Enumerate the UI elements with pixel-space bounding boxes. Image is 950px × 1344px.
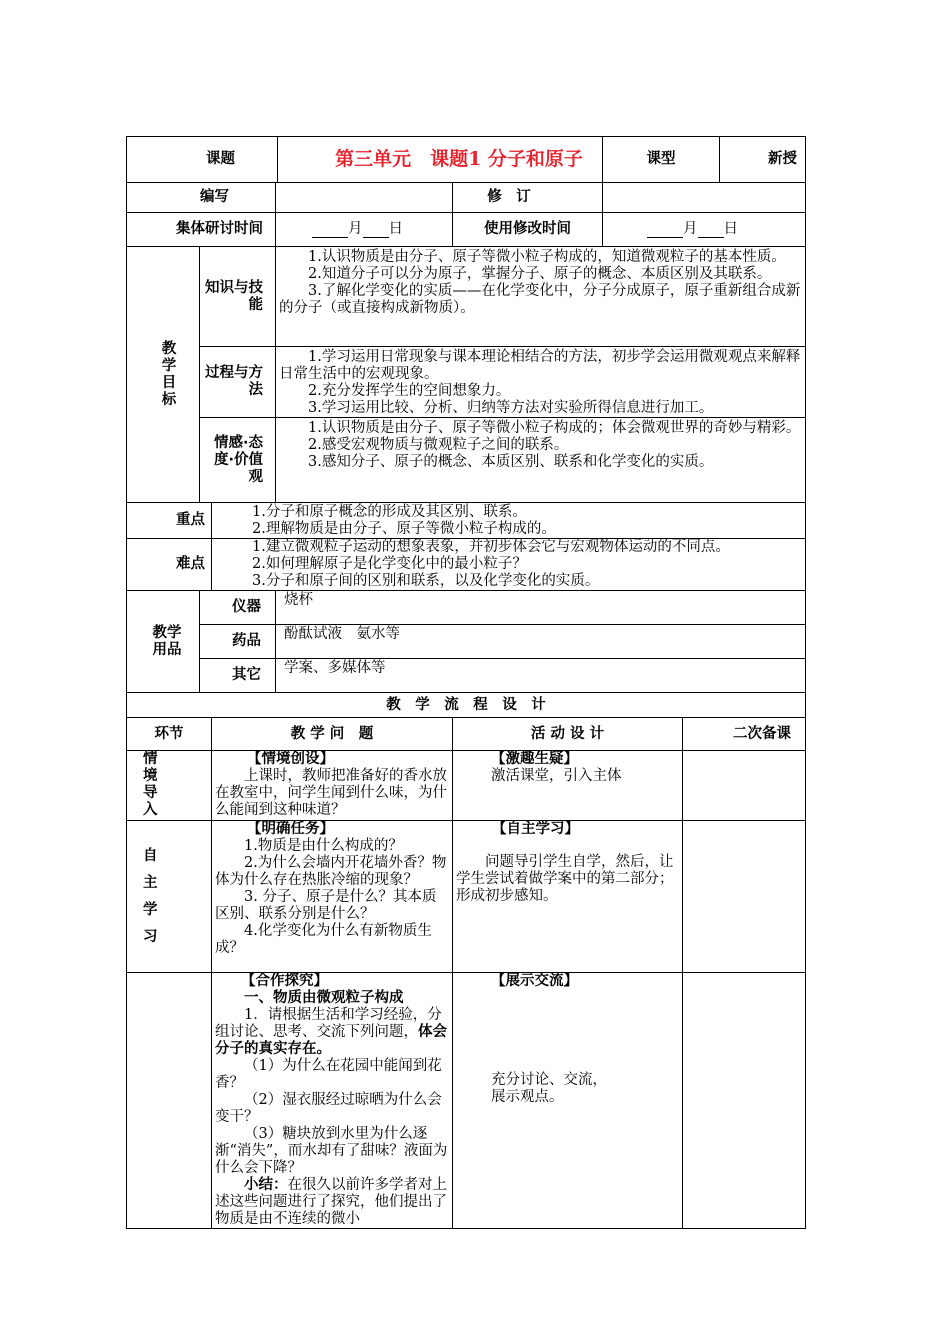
difficulty-item: 1.建立微观粒子运动的想象表象，并初步体会它与宏观物体运动的不同点。 xyxy=(252,539,730,555)
difficulties-content xyxy=(212,539,806,591)
knowledge-content xyxy=(276,247,806,347)
author-value xyxy=(276,183,453,213)
emotion-item: 2.感受宏观物质与微观粒子之间的联系。 xyxy=(308,437,569,453)
stage-inquiry xyxy=(127,973,212,1229)
difficulty-item: 2.如何理解原子是化学变化中的最小粒子？ xyxy=(252,556,527,572)
situation-question: 【情境创设】 上课时，教师把准备好的香水放在教室中，问学生闻到什么味，为什么能闻到这种味道？ xyxy=(212,751,453,821)
self-study-prep xyxy=(683,821,806,973)
group-time-label: 集体研讨时间 xyxy=(127,213,276,247)
other-value: 学案、多媒体等 xyxy=(276,659,806,693)
reagent-value: 酚酞试液 氨水等 xyxy=(276,625,806,659)
flow-title: 教 学 流 程 设 计 xyxy=(127,693,806,718)
difficulties-label: 难点 xyxy=(127,539,212,591)
emotion-item: 1.认识物质是由分子、原子等微小粒子构成的；体会微观世界的奇妙与精彩。 xyxy=(308,420,801,436)
topic-label: 课题 xyxy=(127,137,278,183)
process-item: 2.充分发挥学生的空间想象力。 xyxy=(308,383,511,399)
situation-prep xyxy=(683,751,806,821)
process-label: 过程与方法 xyxy=(200,347,276,418)
process-content xyxy=(276,347,806,418)
situation-activity: 【激趣生疑】 激活课堂，引入主体 xyxy=(453,751,683,821)
self-study-activity: 【自主学习】 问题导引学生自学，然后，让学生尝试着做学案中的第二部分；形成初步感知。 xyxy=(453,821,683,973)
use-time-value: 月 日 xyxy=(603,213,806,247)
objectives-label: 教学目标 xyxy=(127,247,200,503)
emotion-content xyxy=(276,418,806,503)
lesson-plan xyxy=(126,136,805,1229)
col-prep: 二次备课 xyxy=(683,718,806,751)
instrument-label: 仪器 xyxy=(200,591,276,625)
use-time-label: 使用修改时间 xyxy=(453,213,603,247)
inquiry-prep xyxy=(683,973,806,1229)
lesson-plan-table xyxy=(126,136,806,1229)
reagent-label: 药品 xyxy=(200,625,276,659)
col-activity: 活 动 设 计 xyxy=(453,718,683,751)
key-point-item: 1.分子和原子概念的形成及其区别、联系。 xyxy=(252,503,527,520)
stage-self-study: 自主学习 xyxy=(127,821,212,973)
process-item: 1.学习运用日常现象与课本理论相结合的方法，初步学会运用微观观点来解释日常生活中的宏观现象。 xyxy=(279,349,801,382)
revise-label: 修 订 xyxy=(453,183,603,213)
knowledge-item: 1.认识物质是由分子、原子等微小粒子构成的，知道微观粒子的基本性质。 xyxy=(308,249,786,265)
col-question: 教 学 问 题 xyxy=(212,718,453,751)
emotion-label: 情感·态度·价值观 xyxy=(200,418,276,503)
materials-label: 教学用品 xyxy=(127,591,200,693)
topic-value: 第三单元 课题1 分子和原子 xyxy=(278,137,603,183)
knowledge-item: 3.了解化学变化的实质——在化学变化中，分子分成原子，原子重新组合成新的分子（或直接构成新物质）。 xyxy=(279,283,801,316)
revise-value xyxy=(603,183,806,213)
key-point-item: 2.理解物质是由分子、原子等微小粒子构成的。 xyxy=(252,520,556,537)
process-item: 3.学习运用比较、分析、归纳等方法对实验所得信息进行加工。 xyxy=(308,400,714,416)
self-study-question: 【明确任务】 1.物质是由什么构成的？ 2.为什么会墙内开花墙外香？物体为什么存在热胀冷缩的现象？ 3. 分子、原子是什么？其本质区别、联系分别是什么？ 4.化学变化为什么有新物质生成？ xyxy=(212,821,453,973)
inquiry-question: 【合作探究】 一、物质由微观粒子构成 1．请根据生活和学习经验，分组讨论、思考、交流下列问题，体会分子的真实存在。 （1）为什么在花园中能闻到花香？ （2）湿衣服经过晾晒为什么会变干？ （3）糖块放到水里为什么逐渐“消失”，而水却有了甜味？液面为什么会下降？ 小结：在很久以前许多学者对上述这些问题进行了探究，他们提出了物质是由不连续的微小 xyxy=(212,973,453,1229)
key-points-content xyxy=(212,503,806,539)
emotion-item: 3.感知分子、原子的概念、本质区别、联系和化学变化的实质。 xyxy=(308,454,714,470)
difficulty-item: 3.分子和原子间的区别和联系，以及化学变化的实质。 xyxy=(252,573,600,589)
group-time-value: 月 日 xyxy=(276,213,453,247)
col-stage: 环节 xyxy=(127,718,212,751)
key-points-label: 重点 xyxy=(127,503,212,539)
stage-situation: 情境导入 xyxy=(127,751,212,821)
inquiry-activity: 【展示交流】 充分讨论、交流， 展示观点。 xyxy=(453,973,683,1229)
knowledge-label: 知识与技能 xyxy=(200,247,276,347)
instrument-value: 烧杯 xyxy=(276,591,806,625)
type-label: 课型 xyxy=(603,137,720,183)
author-label: 编写 xyxy=(127,183,276,213)
type-value: 新授 xyxy=(720,137,806,183)
knowledge-item: 2.知道分子可以分为原子，掌握分子、原子的概念、本质区别及其联系。 xyxy=(308,266,772,282)
other-label: 其它 xyxy=(200,659,276,693)
